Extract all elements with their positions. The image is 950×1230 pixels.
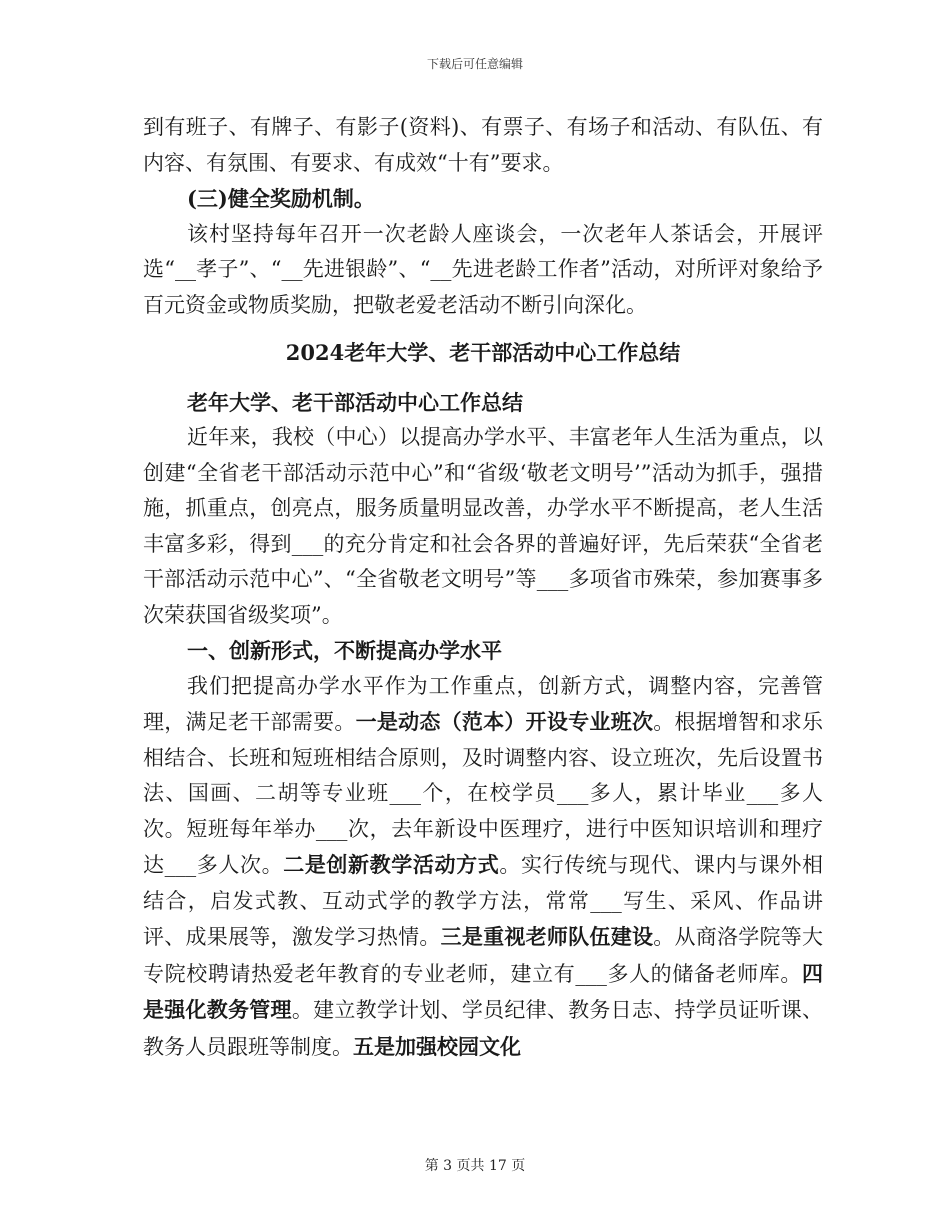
- header-note: 下载后可任意编辑: [426, 57, 523, 71]
- para4-point-2: 二是创新教学活动方式: [283, 852, 500, 877]
- para4-text-a: 我们把提高办学水平作为工作重点，创新方式，调整内容，完善管理，满足老干部需要。: [143, 673, 823, 734]
- document-title: 2024老年大学、老干部活动中心工作总结: [285, 340, 681, 365]
- para4-point-4: 四是强化教务管理: [143, 960, 823, 1022]
- para4-point-5: 五是加强校园文化: [353, 1033, 521, 1059]
- para4-text-e: 。实行传统与现代、课内与课外相结合，启发式教、互动式学的教学方法，常常___写生、采风、作品讲评、成果展等，激发学习热情。: [143, 853, 824, 949]
- paragraph-1: 到有班子、有牌子、有影子(资料)、有票子、有场子和活动、有队伍、有内容、有氛围、有要求、有成效“十有”要求。: [143, 115, 823, 175]
- section-1-heading: 一、创新形式，不断提高办学水平: [187, 638, 502, 663]
- para4-text-i: 。建立教学计划、学员纪律、教务日志、持学员证听课、教务人员跟班等制度。: [143, 998, 824, 1059]
- para4-text-c: 。根据增智和求乐相结合、长班和短班相结合原则，及时调整内容、设立班次，先后设置书法、国画、二胡等专业班___个，在校学员___多人，累计毕业___多人次。短班每年举办___次，去年新设中医理疗，进行中医知识培训和理疗达___多人次。: [143, 710, 824, 877]
- document-body: [143, 110, 823, 1065]
- page-footer: 第 3 页共 17 页: [424, 1158, 526, 1174]
- paragraph-2: 该村坚持每年召开一次老龄人座谈会，一次老年人茶话会，开展评选“__孝子”、“__先进银龄”、“__先进老龄工作者”活动，对所评对象给予百元资金或物质奖励，把敬老爱老活动不断引向深化。: [143, 221, 823, 317]
- document-subtitle: 老年大学、老干部活动中心工作总结: [187, 389, 523, 415]
- paragraph-4: [143, 669, 823, 1066]
- para4-text-g: 。从商洛学院等大专院校聘请热爱老年教育的专业老师，建立有___多人的储备老师库。: [143, 925, 824, 986]
- section-heading-3: (三)健全奖励机制。: [187, 186, 375, 211]
- paragraph-3: 近年来，我校（中心）以提高办学水平、丰富老年人生活为重点，以创建“全省老干部活动示范中心”和“省级‘敬老文明号’”活动为抓手，强措施，抓重点，创亮点，服务质量明显改善，办学水平不断提高，老人生活丰富多彩，得到___的充分肯定和社会各界的普遍好评，先后荣获“全省老干部活动示范中心”、“全省敬老文明号”等___多项省市殊荣，参加赛事多次荣获国省级奖项”。: [143, 425, 823, 627]
- para4-point-1: 一是动态（范本）开设专业班次: [355, 709, 654, 734]
- para4-point-3: 三是重视老师队伍建设: [440, 924, 654, 949]
